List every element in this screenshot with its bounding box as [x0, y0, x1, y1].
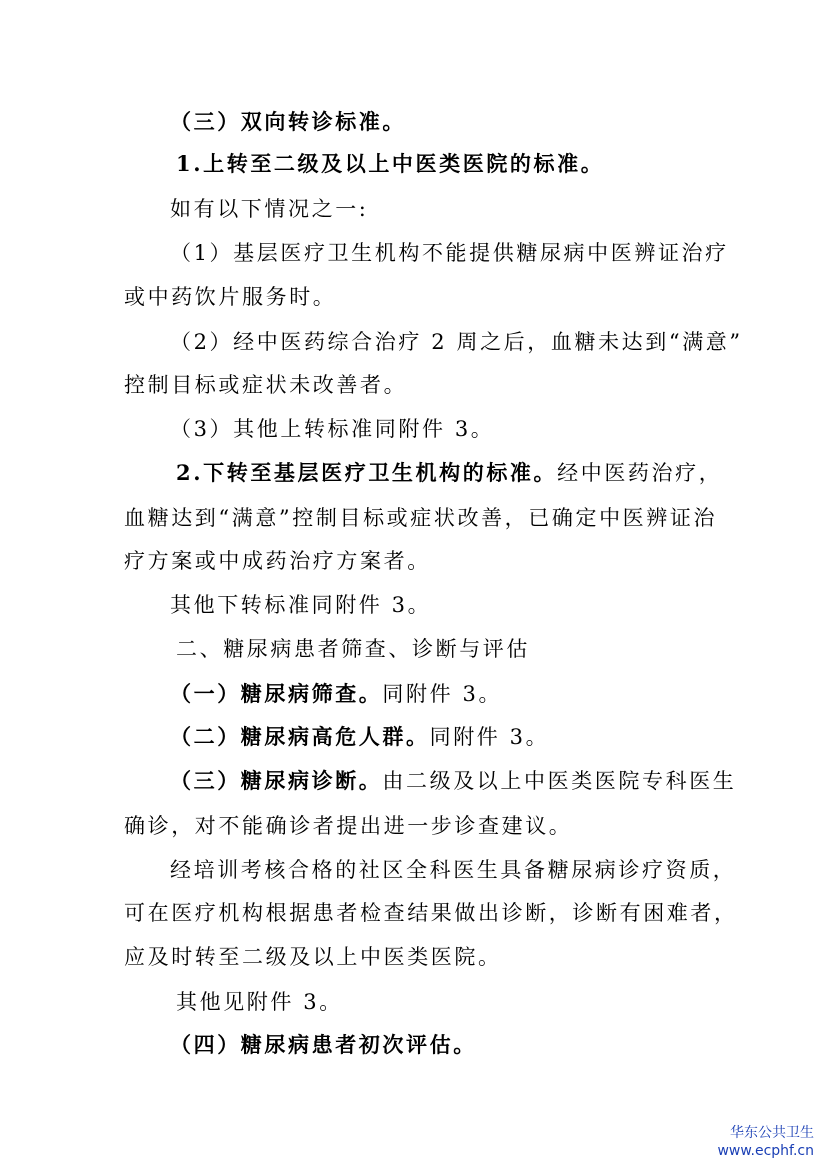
paragraph-text: 同附件 3。	[382, 682, 503, 706]
paragraph-line: （3）其他上转标准同附件 3。	[170, 417, 495, 441]
paragraph-line: 其他下转标准同附件 3。	[170, 593, 432, 617]
watermark-name: 华东公共卫生	[730, 1125, 814, 1141]
paragraph-downward-referral	[176, 459, 722, 487]
paragraph-line: 或中药饮片服务时。	[124, 285, 337, 309]
watermark-url[interactable]: www.ecphf.cn	[717, 1143, 814, 1159]
paragraph-text: 由二级及以上中医类医院专科医生	[382, 769, 737, 793]
paragraph-line: 疗方案或中成药治疗方案者。	[124, 549, 431, 573]
paragraph-text: 经中医药治疗，	[557, 461, 723, 485]
subheading-initial-assessment: （四）糖尿病患者初次评估。	[170, 1032, 477, 1057]
paragraph-line: （1）基层医疗卫生机构不能提供糖尿病中医辨证治疗	[170, 241, 729, 265]
paragraph-line: 其他见附件 3。	[176, 990, 343, 1014]
paragraph-line: 血糖达到“满意”控制目标或症状改善，已确定中医辨证治	[124, 506, 718, 530]
subheading-upward-referral: 1.上转至二级及以上中医类医院的标准。	[176, 151, 605, 176]
subheading-screening: （一）糖尿病筛查。	[170, 681, 383, 706]
subheading-high-risk: （二）糖尿病高危人群。	[170, 724, 430, 749]
paragraph-screening	[170, 680, 502, 708]
paragraph-line: 确诊，对不能确诊者提出进一步诊查建议。	[124, 814, 573, 838]
paragraph-line: 经培训考核合格的社区全科医生具备糖尿病诊疗资质，	[170, 858, 737, 882]
paragraph-text: 同附件 3。	[429, 725, 550, 749]
paragraph-diagnosis	[170, 767, 736, 795]
paragraph-high-risk	[170, 723, 549, 751]
paragraph-line: 应及时转至二级及以上中医类医院。	[124, 945, 502, 969]
paragraph-line: 控制目标或症状未改善者。	[124, 373, 408, 397]
section-heading-referral-standards: （三）双向转诊标准。	[170, 109, 406, 134]
paragraph-line: （2）经中医药综合治疗 2 周之后，血糖未达到“满意”	[170, 330, 743, 354]
section-heading-screening: 二、糖尿病患者筛查、诊断与评估	[176, 637, 530, 661]
subheading-diagnosis: （三）糖尿病诊断。	[170, 768, 383, 793]
paragraph-line: 可在医疗机构根据患者检查结果做出诊断，诊断有困难者，	[124, 901, 738, 925]
subheading-downward-referral: 2.下转至基层医疗卫生机构的标准。	[176, 460, 558, 485]
paragraph-line: 如有以下情况之一:	[170, 197, 369, 221]
